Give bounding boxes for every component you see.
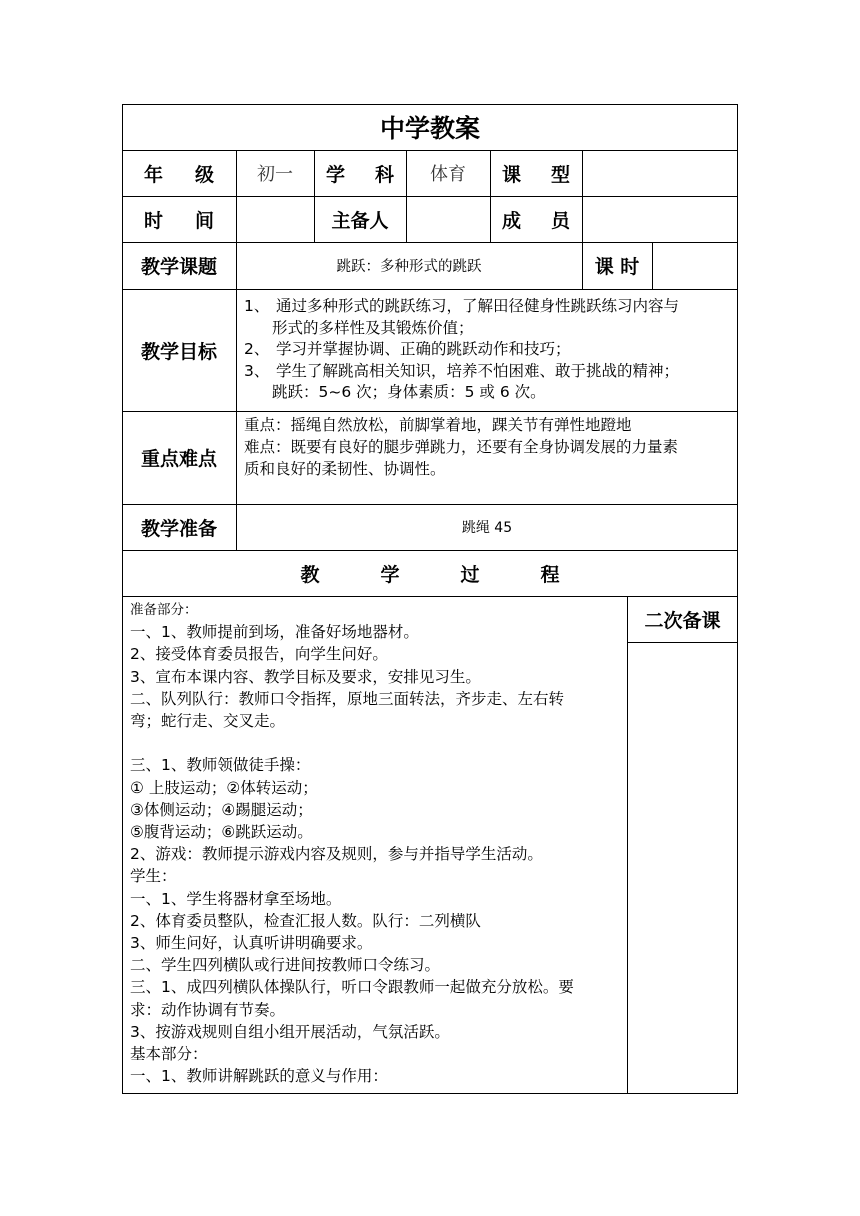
objective-item: [244, 361, 734, 383]
process-line: 基本部分：: [130, 1045, 208, 1064]
process-line: 二、学生四列横队或行进间按教师口令练习。: [130, 956, 441, 975]
members-label: [490, 196, 582, 242]
key-point-line: 重点：摇绳自然放松，前脚掌着地，踝关节有弹性地蹬地: [244, 416, 632, 434]
grade-value: 初一: [257, 164, 293, 185]
process-line: ① 上肢运动；②体转运动；: [130, 778, 318, 797]
members-label-char: 员: [550, 209, 570, 232]
preparation-value: 跳绳 45: [461, 520, 513, 536]
process-line: 弯；蛇行走、交叉走。: [130, 712, 286, 731]
process-line: 准备部分：: [130, 602, 198, 618]
members-label-char: 成: [502, 209, 522, 232]
preparation-label: 教学准备: [140, 517, 217, 540]
objective-item: [244, 296, 734, 318]
subject-label-char: 科: [374, 163, 394, 186]
time-label-char: 时: [144, 209, 164, 232]
page-title: 中学教案: [379, 114, 480, 143]
time-value: [236, 196, 314, 242]
process-line-blank: [130, 732, 624, 754]
process-header-char: 学: [380, 563, 400, 586]
key-points-label: 重点难点: [140, 448, 217, 470]
hours-value: [652, 242, 738, 289]
objective-item-continued: 形式的多样性及其锻炼价值；: [272, 318, 474, 337]
process-line: 求：动作协调有节奏。: [130, 1000, 286, 1019]
process-line: ⑤腹背运动；⑥跳跃运动。: [130, 823, 313, 842]
process-line: ③体侧运动；④踢腿运动；: [130, 800, 313, 819]
process-line: 三、1、成四列横队体操队行，听口令跟教师一起做充分放松。要: [130, 978, 574, 997]
process-line: 三、1、教师领做徒手操：: [130, 756, 311, 775]
process-header-char: 过: [460, 563, 480, 586]
type-label-char: 型: [550, 163, 570, 186]
type-label: [490, 150, 582, 196]
topic-label: 教学课题: [140, 256, 217, 278]
process-line: 2、体育委员整队，检查汇报人数。队行：二列横队: [130, 911, 481, 930]
process-header-char: 教: [300, 563, 320, 586]
time-label: [122, 196, 236, 242]
subject-value: 体育: [430, 164, 466, 185]
hours-label: 课 时: [594, 256, 640, 278]
objective-item-continued: 跳跃：5~6 次；身体素质：5 或 6 次。: [272, 383, 546, 401]
process-line: 一、1、教师提前到场，准备好场地器材。: [130, 623, 419, 642]
topic-value: 跳跃：多种形式的跳跃: [336, 259, 482, 275]
process-line: 2、接受体育委员报告，向学生问好。: [130, 645, 388, 664]
preparer-value: [406, 196, 490, 242]
row-divider: [627, 642, 738, 643]
objective-text: 学习并掌握协调、正确的跳跃动作和技巧；: [276, 340, 571, 358]
process-header: [122, 550, 738, 596]
objective-number: 3、: [244, 361, 270, 380]
grade-label: [122, 150, 236, 196]
grade-label-char: 年: [144, 163, 164, 186]
objective-text: 通过多种形式的跳跃练习，了解田径健身性跳跃练习内容与: [276, 297, 680, 315]
process-header-char: 程: [540, 563, 560, 586]
process-line: 3、师生问好，认真听讲明确要求。: [130, 934, 373, 953]
process-line: 二、队列队行：教师口令指挥，原地三面转法，齐步走、左右转: [130, 689, 565, 708]
objective-number: 2、: [244, 340, 270, 358]
subject-label-char: 学: [326, 163, 346, 186]
objectives-list: [244, 296, 734, 404]
process-line: 一、1、学生将器材拿至场地。: [130, 889, 342, 908]
second-prep-label: 二次备课: [644, 609, 721, 632]
column-divider: [627, 596, 628, 1094]
objective-text: 学生了解跳高相关知识，培养不怕困难、敢于挑战的精神；: [276, 361, 680, 380]
key-points-text: [244, 414, 734, 480]
objectives-label: 教学目标: [140, 340, 217, 363]
process-body: [130, 599, 624, 1087]
time-label-char: 间: [194, 209, 214, 232]
grade-label-char: 级: [194, 163, 214, 186]
type-label-char: 课: [502, 163, 522, 186]
process-line: 一、1、教师讲解跳跃的意义与作用：: [130, 1067, 388, 1086]
subject-label: [314, 150, 406, 196]
preparer-label: 主备人: [331, 209, 389, 232]
type-value: [582, 150, 738, 196]
members-value: [582, 196, 738, 242]
process-line: 学生：: [130, 867, 177, 886]
objective-number: 1、: [244, 297, 270, 315]
objective-item: [244, 339, 734, 361]
key-point-line: 质和良好的柔韧性、协调性。: [244, 460, 446, 478]
process-line: 3、按游戏规则自组小组开展活动，气氛活跃。: [130, 1022, 450, 1041]
process-line: 2、游戏：教师提示游戏内容及规则，参与并指导学生活动。: [130, 845, 543, 864]
process-line: 3、宣布本课内容、教学目标及要求，安排见习生。: [130, 667, 481, 686]
key-point-line: 难点：既要有良好的腿步弹跳力，还要有全身协调发展的力量素: [244, 438, 679, 456]
